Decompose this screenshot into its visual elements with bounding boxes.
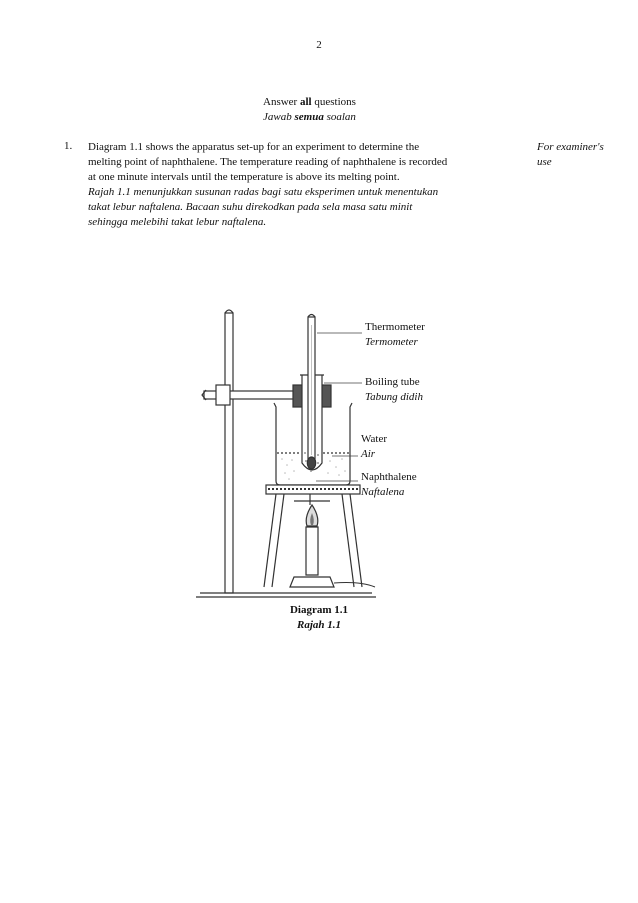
page-number: 2 <box>316 39 322 51</box>
thermometer <box>307 315 315 470</box>
label-boiling-tube: Boiling tube Tabung didih <box>365 376 423 403</box>
stand-base <box>196 593 376 597</box>
question-number: 1. <box>64 140 73 152</box>
question-text <box>88 140 526 230</box>
wire-gauze <box>266 485 360 494</box>
question-ms-line: Rajah 1.1 menunjukkan susunan radas bagi satu eksperimen untuk menentukan <box>88 186 439 198</box>
question-en-line: melting point of naphthalene. The temperature reading of naphthalene is recorded <box>88 156 448 168</box>
label-naphthalene: Naphthalene Naftalena <box>361 471 417 498</box>
bunsen-burner <box>290 527 375 587</box>
label-thermometer: Thermometer Termometer <box>365 321 425 348</box>
flame <box>306 505 318 526</box>
question-en-line: at one minute intervals until the temperature is above its melting point. <box>88 171 400 183</box>
clamp-arm <box>202 385 294 405</box>
examiner-use-note: For examiner's use <box>537 141 604 168</box>
instructions <box>263 95 356 125</box>
question-en-line: Diagram 1.1 shows the apparatus set-up for an experiment to determine the <box>88 141 420 153</box>
diagram-caption: Diagram 1.1 Rajah 1.1 <box>289 604 349 631</box>
question-ms-line: takat lebur naftalena. Bacaan suhu direkodkan pada sela masa satu minit <box>88 201 413 213</box>
instructions-malay: Jawab semua soalan <box>263 111 356 123</box>
question-ms-line: sehingga melebihi takat lebur naftalena. <box>88 216 267 228</box>
label-water: Water Air <box>361 433 387 460</box>
instructions-english: Answer all questions <box>263 96 356 108</box>
retort-stand-rod <box>225 310 233 593</box>
